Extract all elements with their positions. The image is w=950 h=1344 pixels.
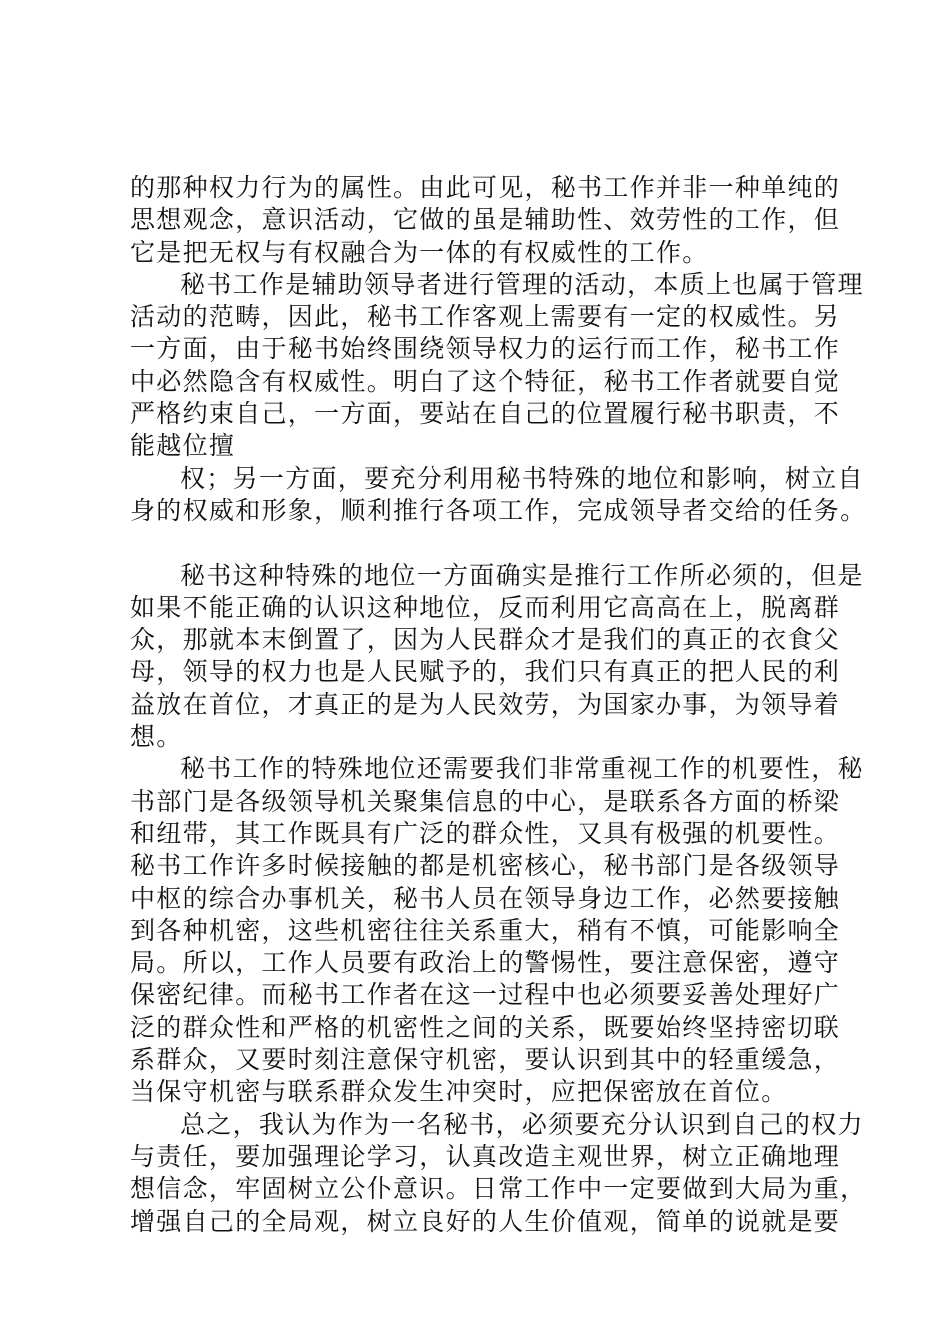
text-line: 一方面，由于秘书始终围绕领导权力的运行而工作，秘书工作 [130, 334, 841, 364]
text-line: 中必然隐含有权威性。明白了这个特征，秘书工作者就要自觉 [130, 366, 841, 396]
text-line: 局。所以，工作人员要有政治上的警惕性，要注意保密，遵守 [130, 948, 841, 978]
text-line: 保密纪律。而秘书工作者在这一过程中也必须要妥善处理好广 [130, 980, 841, 1010]
text-line: 当保守机密与联系群众发生冲突时，应把保密放在首位。 [130, 1077, 788, 1107]
text-line: 和纽带，其工作既具有广泛的群众性，又具有极强的机要性。 [130, 818, 841, 848]
paragraph-start-line: 秘书工作的特殊地位还需要我们非常重视工作的机要性，秘 [180, 754, 864, 784]
text-line: 众，那就本末倒置了，因为人民群众才是我们的真正的衣食父 [130, 625, 841, 655]
text-line: 秘书工作许多时候接触的都是机密核心，秘书部门是各级领导 [130, 851, 841, 881]
text-line: 的那种权力行为的属性。由此可见，秘书工作并非一种单纯的 [130, 173, 841, 202]
text-line: 想。 [130, 722, 183, 752]
text-line: 与责任，要加强理论学习，认真改造主观世界，树立正确地理 [130, 1141, 841, 1171]
text-line: 活动的范畴，因此，秘书工作客观上需要有一定的权威性。另 [130, 302, 841, 332]
body-text [130, 172, 867, 1238]
paragraph-start-line: 秘书这种特殊的地位一方面确实是推行工作所必须的，但是 [180, 560, 864, 590]
text-line: 母，领导的权力也是人民赋予的，我们只有真正的把人民的利 [130, 657, 841, 687]
text-line: 它是把无权与有权融合为一体的有权威性的工作。 [130, 237, 709, 267]
text-line: 到各种机密，这些机密往往关系重大，稍有不慎，可能影响全 [130, 915, 841, 945]
text-line: 泛的群众性和严格的机密性之间的关系，既要始终坚持密切联 [130, 1012, 841, 1042]
text-line: 益放在首位，才真正的是为人民效劳，为国家办事，为领导着 [130, 689, 841, 719]
paragraph-start-line: 总之，我认为作为一名秘书，必须要充分认识到自己的权力 [180, 1109, 864, 1139]
text-line: 中枢的综合办事机关，秘书人员在领导身边工作，必然要接触 [130, 883, 841, 913]
text-line: 系群众，又要时刻注意保守机密，要认识到其中的轻重缓急， [130, 1045, 841, 1075]
text-line: 增强自己的全局观，树立良好的人生价值观，简单的说就是要 [130, 1206, 841, 1236]
text-line: 思想观念，意识活动，它做的虽是辅助性、效劳性的工作，但 [130, 205, 841, 235]
text-line: 想信念，牢固树立公仆意识。日常工作中一定要做到大局为重， [130, 1174, 867, 1204]
text-line: 能越位擅 [130, 431, 236, 461]
paragraph-start-line: 秘书工作是辅助领导者进行管理的活动，本质上也属于管理 [180, 269, 864, 299]
text-line: 如果不能正确的认识这种地位，反而利用它高高在上，脱离群 [130, 592, 841, 622]
text-line: 严格约束自己，一方面，要站在自己的位置履行秘书职责，不 [130, 399, 841, 429]
text-line: 书部门是各级领导机关聚集信息的中心，是联系各方面的桥梁 [130, 786, 841, 816]
paragraph-start-line: 权；另一方面，要充分利用秘书特殊的地位和影响，树立自 [180, 463, 864, 493]
paragraph-gap [130, 527, 842, 559]
text-line: 身的权威和形象，顺利推行各项工作，完成领导者交给的任务。 [130, 495, 867, 525]
